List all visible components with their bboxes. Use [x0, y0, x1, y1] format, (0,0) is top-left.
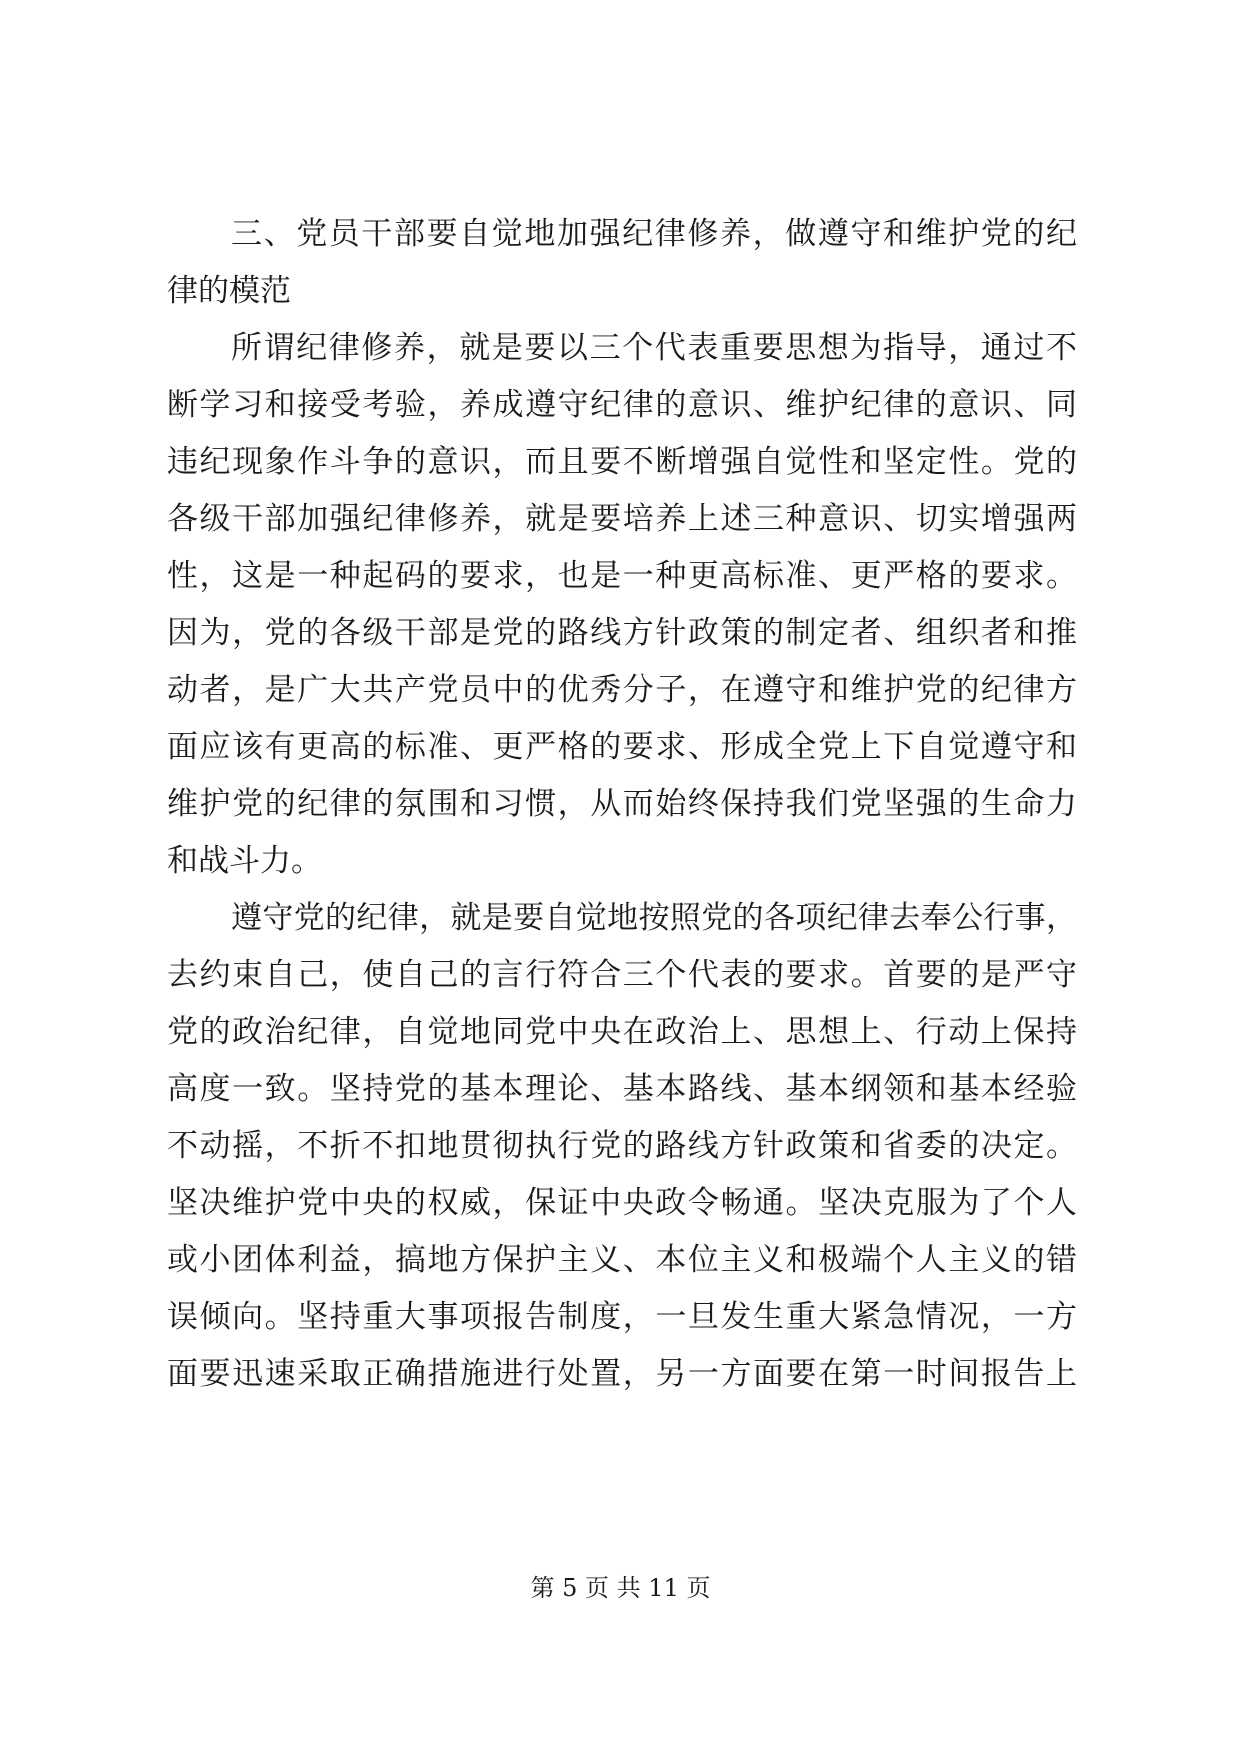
paragraph-line: 坚决维护党中央的权威，保证中央政令畅通。坚决克服为了个人: [167, 1185, 1077, 1221]
section-heading-line: 三、党员干部要自觉地加强纪律修养，做遵守和维护党的纪: [231, 216, 1077, 252]
paragraph-line: 断学习和接受考验，养成遵守纪律的意识、维护纪律的意识、同: [167, 387, 1077, 423]
section-heading-line: 律的模范: [167, 273, 291, 309]
paragraph-line: 违纪现象作斗争的意识，而且要不断增强自觉性和坚定性。党的: [167, 444, 1077, 480]
paragraph-line: 各级干部加强纪律修养，就是要培养上述三种意识、切实增强两: [167, 501, 1077, 537]
paragraph-line: 维护党的纪律的氛围和习惯，从而始终保持我们党坚强的生命力: [167, 786, 1077, 822]
paragraph-line: 去约束自己，使自己的言行符合三个代表的要求。首要的是严守: [167, 957, 1077, 993]
paragraph-line: 党的政治纪律，自觉地同党中央在政治上、思想上、行动上保持: [167, 1014, 1077, 1050]
paragraph-line: 面要迅速采取正确措施进行处置，另一方面要在第一时间报告上: [167, 1356, 1077, 1392]
paragraph-line: 所谓纪律修养，就是要以三个代表重要思想为指导，通过不: [231, 330, 1077, 366]
paragraph-line: 面应该有更高的标准、更严格的要求、形成全党上下自觉遵守和: [167, 729, 1077, 765]
paragraph-line: 高度一致。坚持党的基本理论、基本路线、基本纲领和基本经验: [167, 1071, 1077, 1107]
page-number-footer: 第 5 页 共 11 页: [530, 1574, 711, 1602]
paragraph-line: 因为，党的各级干部是党的路线方针政策的制定者、组织者和推: [167, 615, 1077, 651]
paragraph-line: 和战斗力。: [167, 843, 322, 879]
paragraph-line: 动者，是广大共产党员中的优秀分子，在遵守和维护党的纪律方: [167, 672, 1077, 708]
paragraph-line: 性，这是一种起码的要求，也是一种更高标准、更严格的要求。: [167, 558, 1077, 594]
paragraph-line: 不动摇，不折不扣地贯彻执行党的路线方针政策和省委的决定。: [167, 1128, 1077, 1164]
paragraph-line: 或小团体利益，搞地方保护主义、本位主义和极端个人主义的错: [167, 1242, 1077, 1278]
paragraph-line: 遵守党的纪律，就是要自觉地按照党的各项纪律去奉公行事，: [231, 900, 1077, 936]
paragraph-line: 误倾向。坚持重大事项报告制度，一旦发生重大紧急情况，一方: [167, 1299, 1077, 1335]
